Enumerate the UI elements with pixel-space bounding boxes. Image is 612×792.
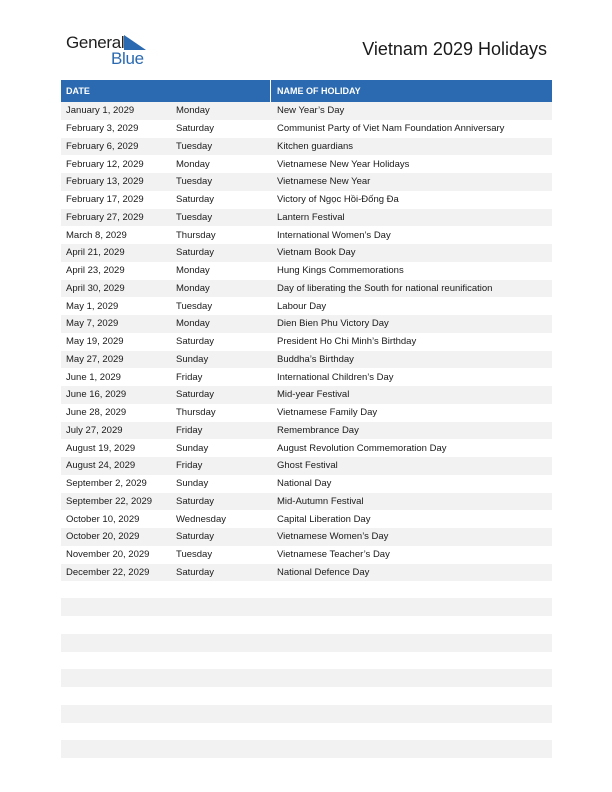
cell-holiday-name: National Defence Day xyxy=(277,566,370,578)
table-row xyxy=(61,368,552,386)
blank-row xyxy=(61,669,552,687)
cell-holiday-name: August Revolution Commemoration Day xyxy=(277,442,447,454)
cell-holiday-name: Day of liberating the South for national reunification xyxy=(277,282,493,294)
cell-date: February 13, 2029 xyxy=(66,176,144,188)
cell-weekday: Thursday xyxy=(176,229,216,241)
table-row xyxy=(61,244,552,262)
cell-holiday-name: Dien Bien Phu Victory Day xyxy=(277,318,389,330)
cell-holiday-name: National Day xyxy=(277,478,332,490)
table-row xyxy=(61,528,552,546)
cell-weekday: Tuesday xyxy=(176,549,213,561)
cell-date: February 6, 2029 xyxy=(66,140,139,152)
cell-holiday-name: Vietnamese Women’s Day xyxy=(277,531,389,543)
cell-holiday-name: Buddha’s Birthday xyxy=(277,353,354,365)
cell-holiday-name: Kitchen guardians xyxy=(277,140,354,152)
cell-date: February 27, 2029 xyxy=(66,211,144,223)
cell-weekday: Tuesday xyxy=(176,176,213,188)
cell-weekday: Sunday xyxy=(176,478,209,490)
table-header xyxy=(61,80,552,102)
table-row xyxy=(61,422,552,440)
cell-date: October 20, 2029 xyxy=(66,531,140,543)
table-row xyxy=(61,564,552,582)
table-row xyxy=(61,475,552,493)
cell-date: September 2, 2029 xyxy=(66,478,147,490)
cell-holiday-name: Vietnamese New Year xyxy=(277,176,371,188)
table-row xyxy=(61,510,552,528)
cell-weekday: Thursday xyxy=(176,407,216,419)
cell-date: April 30, 2029 xyxy=(66,282,125,294)
table-row xyxy=(61,457,552,475)
cell-date: February 17, 2029 xyxy=(66,194,144,206)
cell-weekday: Saturday xyxy=(176,531,215,543)
cell-date: September 22, 2029 xyxy=(66,495,153,507)
table-row xyxy=(61,386,552,404)
cell-holiday-name: Ghost Festival xyxy=(277,460,338,472)
cell-holiday-name: Remembrance Day xyxy=(277,424,359,436)
cell-date: May 19, 2029 xyxy=(66,336,124,348)
cell-weekday: Saturday xyxy=(176,247,215,259)
cell-date: August 19, 2029 xyxy=(66,442,136,454)
cell-holiday-name: International Women’s Day xyxy=(277,229,391,241)
cell-holiday-name: New Year’s Day xyxy=(277,105,345,117)
cell-weekday: Tuesday xyxy=(176,300,213,312)
blank-row xyxy=(61,740,552,758)
cell-weekday: Sunday xyxy=(176,353,209,365)
cell-weekday: Saturday xyxy=(176,194,215,206)
column-header-holiday: NAME OF HOLIDAY xyxy=(277,86,361,96)
cell-date: April 23, 2029 xyxy=(66,265,125,277)
cell-weekday: Tuesday xyxy=(176,211,213,223)
cell-holiday-name: Vietnamese Family Day xyxy=(277,407,378,419)
brand-logo xyxy=(66,33,156,69)
blank-row xyxy=(61,634,552,652)
cell-holiday-name: President Ho Chi Minh’s Birthday xyxy=(277,336,417,348)
table-row xyxy=(61,546,552,564)
logo-text-general: General xyxy=(66,33,125,52)
blank-row xyxy=(61,598,552,616)
cell-weekday: Friday xyxy=(176,424,203,436)
blank-row xyxy=(61,705,552,723)
cell-holiday-name: Labour Day xyxy=(277,300,327,312)
cell-date: November 20, 2029 xyxy=(66,549,150,561)
table-row xyxy=(61,493,552,511)
cell-date: December 22, 2029 xyxy=(66,566,150,578)
cell-weekday: Saturday xyxy=(176,389,215,401)
cell-holiday-name: Vietnamese New Year Holidays xyxy=(277,158,410,170)
cell-weekday: Sunday xyxy=(176,442,209,454)
logo-text-blue: Blue xyxy=(111,49,144,68)
cell-date: May 7, 2029 xyxy=(66,318,119,330)
table-row xyxy=(61,173,552,191)
cell-date: June 16, 2029 xyxy=(66,389,127,401)
cell-weekday: Saturday xyxy=(176,495,215,507)
cell-weekday: Friday xyxy=(176,371,203,383)
cell-weekday: Tuesday xyxy=(176,140,213,152)
column-header-date: DATE xyxy=(61,80,271,102)
cell-weekday: Saturday xyxy=(176,123,215,135)
cell-weekday: Monday xyxy=(176,318,210,330)
cell-date: June 28, 2029 xyxy=(66,407,127,419)
cell-weekday: Monday xyxy=(176,265,210,277)
cell-date: April 21, 2029 xyxy=(66,247,125,259)
cell-date: May 1, 2029 xyxy=(66,300,119,312)
cell-holiday-name: Vietnam Book Day xyxy=(277,247,356,259)
table-row xyxy=(61,138,552,156)
table-row xyxy=(61,226,552,244)
table-row xyxy=(61,120,552,138)
cell-weekday: Monday xyxy=(176,158,210,170)
cell-weekday: Friday xyxy=(176,460,203,472)
cell-weekday: Monday xyxy=(176,282,210,294)
cell-weekday: Saturday xyxy=(176,336,215,348)
table-row xyxy=(61,297,552,315)
cell-holiday-name: Capital Liberation Day xyxy=(277,513,371,525)
cell-holiday-name: Communist Party of Viet Nam Foundation Anniversary xyxy=(277,123,505,135)
cell-holiday-name: Mid-year Festival xyxy=(277,389,350,401)
table-row xyxy=(61,102,552,120)
table-row xyxy=(61,280,552,298)
table-body xyxy=(61,102,552,581)
cell-holiday-name: Mid-Autumn Festival xyxy=(277,495,364,507)
cell-date: June 1, 2029 xyxy=(66,371,121,383)
cell-holiday-name: International Children’s Day xyxy=(277,371,394,383)
table-row xyxy=(61,209,552,227)
cell-weekday: Monday xyxy=(176,105,210,117)
blank-rows xyxy=(61,598,552,776)
cell-date: February 3, 2029 xyxy=(66,123,139,135)
cell-weekday: Saturday xyxy=(176,566,215,578)
table-row xyxy=(61,404,552,422)
table-row xyxy=(61,333,552,351)
table-row xyxy=(61,262,552,280)
cell-date: January 1, 2029 xyxy=(66,105,135,117)
table-row xyxy=(61,191,552,209)
cell-date: July 27, 2029 xyxy=(66,424,123,436)
cell-holiday-name: Lantern Festival xyxy=(277,211,345,223)
holiday-table xyxy=(61,80,552,581)
logo-triangle-icon xyxy=(122,35,146,50)
table-row xyxy=(61,351,552,369)
cell-date: February 12, 2029 xyxy=(66,158,144,170)
table-row xyxy=(61,155,552,173)
cell-holiday-name: Vietnamese Teacher’s Day xyxy=(277,549,390,561)
cell-date: August 24, 2029 xyxy=(66,460,136,472)
table-row xyxy=(61,439,552,457)
cell-date: March 8, 2029 xyxy=(66,229,127,241)
page-title: Vietnam 2029 Holidays xyxy=(362,39,547,59)
table-row xyxy=(61,315,552,333)
cell-holiday-name: Hung Kings Commemorations xyxy=(277,265,404,277)
cell-weekday: Wednesday xyxy=(176,513,226,525)
cell-holiday-name: Victory of Ngọc Hồi-Đống Đa xyxy=(277,194,399,206)
cell-date: October 10, 2029 xyxy=(66,513,140,525)
cell-date: May 27, 2029 xyxy=(66,353,124,365)
